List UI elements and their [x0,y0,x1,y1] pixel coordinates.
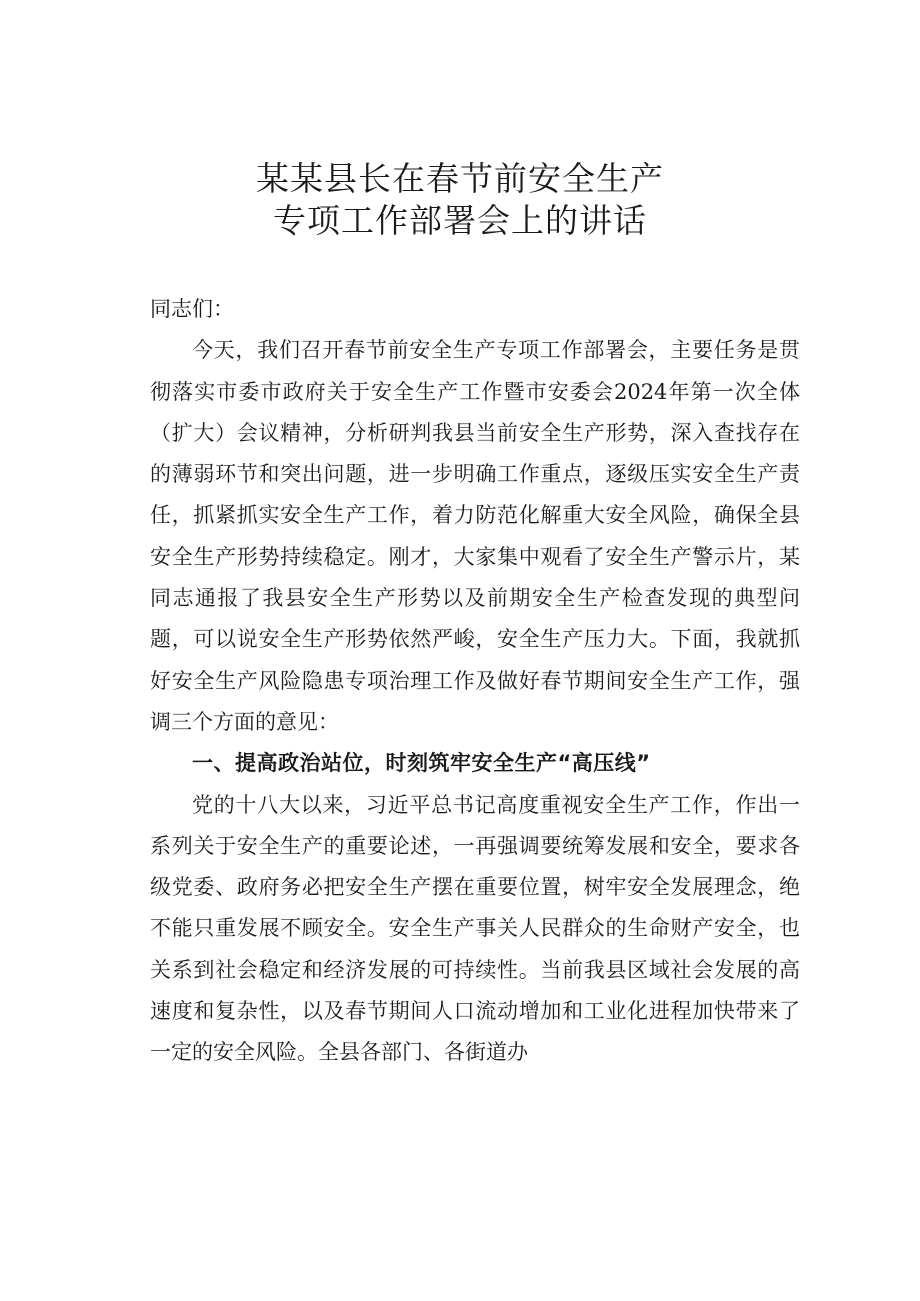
section-heading-1: 一、提高政治站位，时刻筑牢安全生产“高压线” [192,751,651,776]
document-title-line-2: 专项工作部署会上的讲话 [273,201,647,240]
paragraph-section-1: 党的十八大以来，习近平总书记高度重视安全生产工作，作出一系列关于安全生产的重要论述，一再强调要统筹发展和安全，要求各级党委、政府务必把安全生产摆在重要位置，树牢安全发展理念，绝不能只重发展不顾安全。安全生产事关人民群众的生命财产安全，也关系到社会稳定和经济发展的可持续性。当前我县区域社会发展的高速度和复杂性，以及春节期间人口流动增加和工业化进程加快带来了一定的安全风险。全县各部门、各街道办 [150,792,800,1065]
document-body [150,289,800,1074]
document-title-line-1: 某某县长在春节前安全生产 [256,159,664,198]
salutation: 同志们： [150,297,234,321]
paragraph-intro: 今天，我们召开春节前安全生产专项工作部署会，主要任务是贯彻落实市委市政府关于安全生产工作暨市安委会2024年第一次全体（扩大）会议精神，分析研判我县当前安全生产形势，深入查找存在的薄弱环节和突出问题，进一步明确工作重点，逐级压实安全生产责任，抓紧抓实安全生产工作，着力防范化解重大安全风险，确保全县安全生产形势持续稳定。刚才，大家集中观看了安全生产警示片，某同志通报了我县安全生产形势以及前期安全生产检查发现的典型问题，可以说安全生产形势依然严峻，安全生产压力大。下面，我就抓好安全生产风险隐患专项治理工作及做好春节期间安全生产工作，强调三个方面的意见： [150,338,800,734]
